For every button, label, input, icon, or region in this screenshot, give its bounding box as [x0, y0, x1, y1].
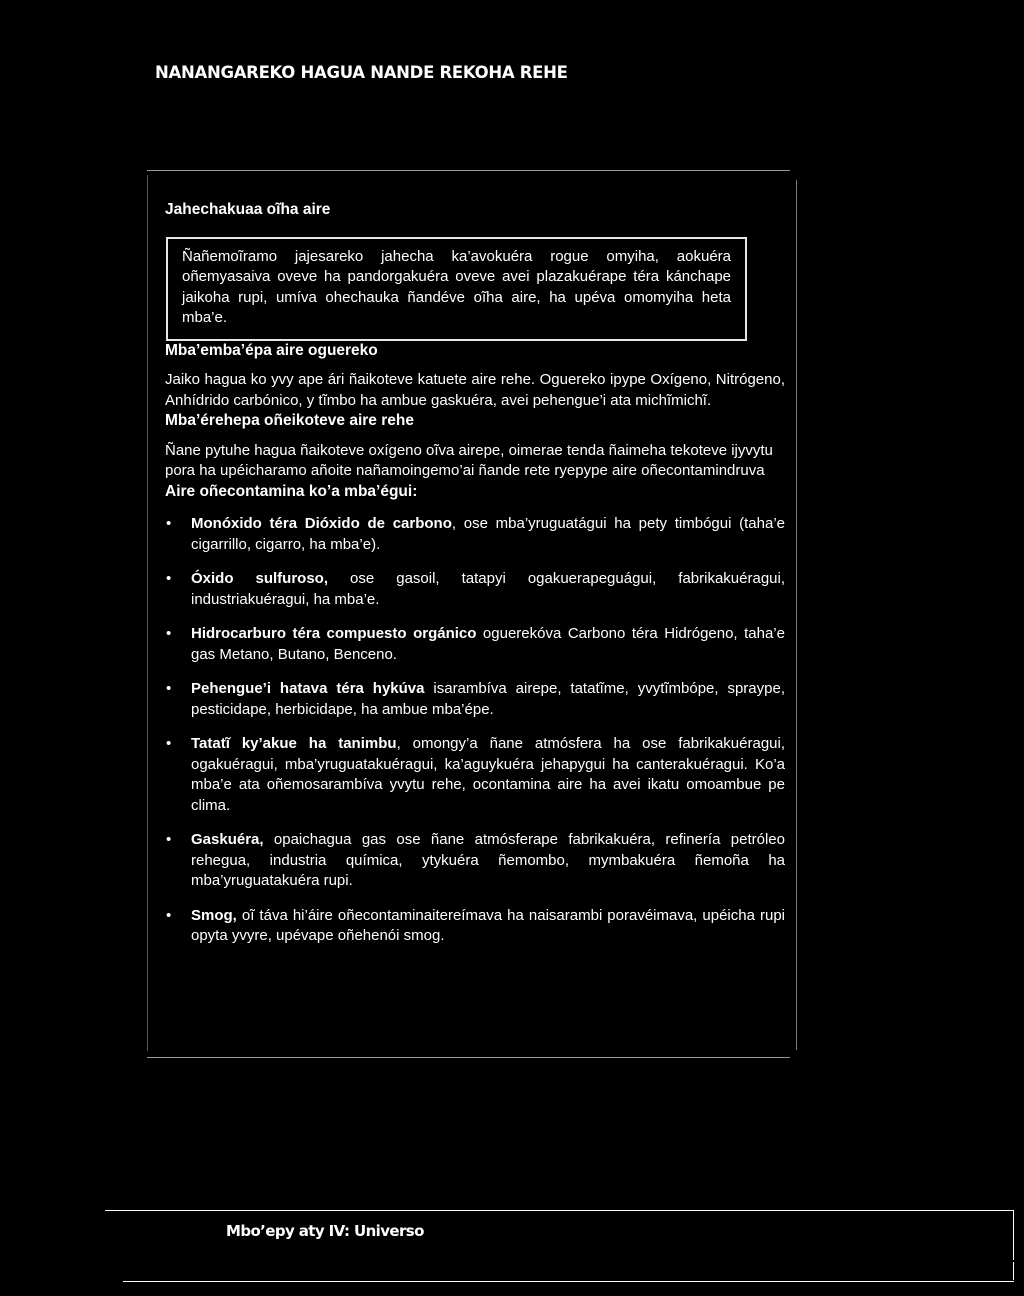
list-item: [165, 569, 785, 610]
list-item: [165, 624, 785, 665]
list-item-term: Monóxido téra Dióxido de carbono: [191, 515, 452, 532]
bullet-icon: •: [166, 831, 172, 848]
footer-label: Mbo’epy aty IV: Universo: [226, 1222, 424, 1240]
list-item: [165, 830, 785, 892]
list-item-text: ose gasoil, tatapyi ogakuerapeguágui, fabrikakuéragui, industriakuéragui, ha mba’e.: [191, 570, 785, 608]
list-item: [165, 514, 785, 555]
list-item: [165, 906, 785, 947]
panel-bottom-rule: [147, 1057, 790, 1058]
list-item-term: Óxido sulfuroso,: [191, 570, 329, 587]
list-item-text: isarambíva airepe, tatatĩme, yvytĩmbópe, spraype, pesticidape, herbicidape, ha ambue mba’épe.: [191, 680, 785, 718]
pollutants-list: [165, 514, 785, 947]
list-item-term: Tatatĩ ky’akue ha tanimbu: [191, 735, 397, 752]
bullet-icon: •: [166, 906, 172, 924]
list-item-term: Gaskuéra,: [191, 831, 264, 848]
content-panel: [165, 200, 785, 961]
footer-bottom-rule: [123, 1281, 1014, 1282]
page-heading: NANANGAREKO HAGUA NANDE REKOHA REHE: [155, 63, 568, 82]
list-item-text: oĩ táva hi’áire oñecontaminaitereímava ha naisarambi poravéimava, upéicha rupi opyta yvyre, upévape oñehenói smog.: [191, 906, 785, 944]
components-heading: Mba’emba’épa aire oguereko: [165, 341, 378, 359]
causes-text: Ñane pytuhe hagua ñaikoteve oxígeno oĩva airepe, oimerae tenda ñaimeha tekoteve ijyvytu pora ha upéicharamo añoite nañamoingemo’ai ñande rete ryepype aire oñecontamindruva: [165, 441, 773, 479]
list-item: [165, 734, 785, 816]
components-text: Jaiko hagua ko yvy ape ári ñaikoteve katuete aire rehe. Oguereko ipype Oxígeno, Nitrógeno, Anhídrido carbónico, y tĩmbo ha ambue gaskuéra, avei pehengue’i ata michĩmichĩ.: [165, 371, 785, 409]
pollutants-heading: Aire oñecontamina ko’a mba’égui:: [165, 482, 418, 500]
definition-box: [166, 237, 747, 341]
list-item-term: Pehengue’i hatava téra hykúva: [191, 680, 425, 697]
list-item-text: oguerekóva Carbono téra Hidrógeno, taha’e gas Metano, Butano, Benceno.: [191, 625, 785, 663]
bullet-icon: •: [166, 570, 172, 587]
definition-text: Ñañemoĩramo jajesareko jahecha ka’avokuéra rogue omyiha, aokuéra oñemyasaiva oveve ha pandorgakuéra oveve avei plazakuérape téra kánchape jaikoha rupi, umíva ohechauka ñandéve oĩha aire, ha upéva omomyiha heta mba’e.: [182, 247, 731, 326]
footer-corner-mark: [986, 1262, 1014, 1280]
list-item-text: , omongy’a ñane atmósfera ha ose fabrikakuéragui, ogakuéragui, mba’yruguatakuéragui, ka’aguykuéra jehapygui ha canterakuéragui. Ko’a mba’e ata oñemosarambíva yvytu rehe, ocontamina aire ha avei ikatu omoambue pe clima.: [191, 735, 785, 814]
bullet-icon: •: [166, 515, 172, 532]
bullet-icon: •: [166, 680, 172, 697]
causes-heading: Mba’érehepa oñeikoteve aire rehe: [165, 412, 414, 429]
panel-top-rule: [147, 170, 790, 171]
panel-left-rule: [147, 175, 148, 1051]
footer-right-rule: [1013, 1210, 1014, 1260]
footer-frame: [105, 1210, 1014, 1282]
list-item-text: , ose mba’yruguatágui ha pety timbógui (taha’e cigarrillo, cigarro, ha mba’e).: [191, 515, 786, 553]
list-item-term: Hidrocarburo téra compuesto orgánico: [191, 625, 477, 642]
footer-top-rule: [105, 1210, 1013, 1211]
list-item-text: opaichagua gas ose ñane atmósferape fabrikakuéra, refinería petróleo rehegua, industria química, ytykuéra ñemombo, mymbakuéra ñemoña ha mba’yruguatakuéra rupi.: [191, 831, 785, 889]
list-item-term: Smog,: [191, 906, 237, 924]
list-item: [165, 679, 785, 720]
bullet-icon: •: [166, 735, 172, 752]
box-title: Jahechakuaa oĩha aire: [165, 201, 331, 218]
bullet-icon: •: [166, 625, 172, 642]
panel-right-rule: [796, 180, 797, 1050]
